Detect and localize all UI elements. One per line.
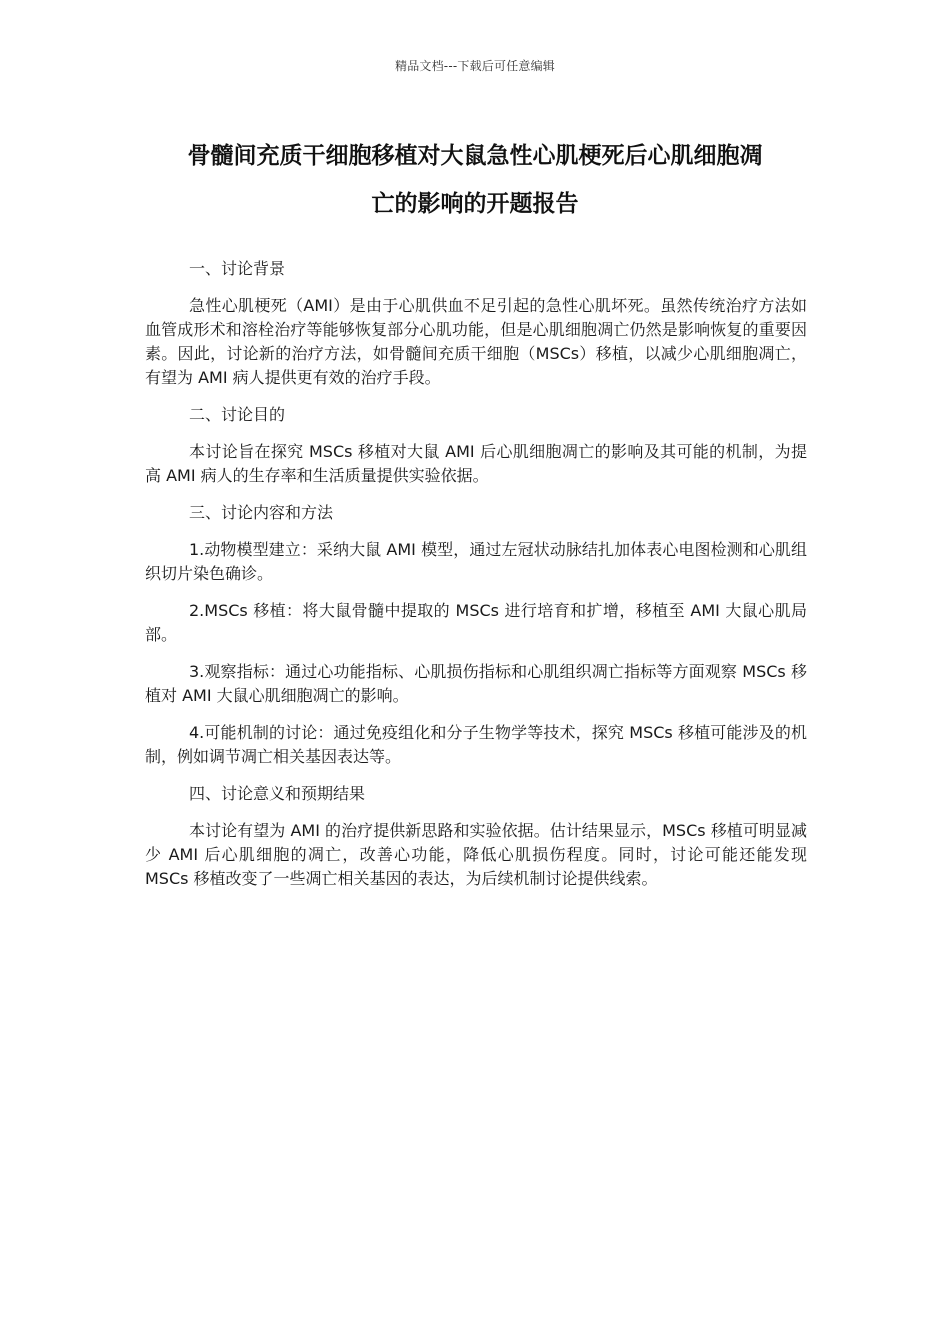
section-paragraph: 2.MSCs 移植：将大鼠骨髓中提取的 MSCs 进行培育和扩增，移植至 AMI 大鼠心肌局部。 bbox=[145, 601, 807, 644]
header-note: 精品文档---下载后可任意编辑 bbox=[395, 59, 555, 73]
section-paragraph: 本讨论旨在探究 MSCs 移植对大鼠 AMI 后心肌细胞凋亡的影响及其可能的机制，为提高 AMI 病人的生存率和生活质量提供实验依据。 bbox=[145, 442, 807, 485]
title-line-1: 骨髓间充质干细胞移植对大鼠急性心肌梗死后心肌细胞凋 bbox=[187, 143, 763, 169]
section-heading: 二、讨论目的 bbox=[189, 405, 286, 424]
section-heading: 一、讨论背景 bbox=[189, 259, 286, 278]
section-heading: 四、讨论意义和预期结果 bbox=[189, 784, 366, 803]
section-paragraph: 3.观察指标：通过心功能指标、心肌损伤指标和心肌组织凋亡指标等方面观察 MSCs 移植对 AMI 大鼠心肌细胞凋亡的影响。 bbox=[145, 662, 807, 705]
document-body bbox=[145, 257, 807, 904]
section-paragraph: 1.动物模型建立：采纳大鼠 AMI 模型，通过左冠状动脉结扎加体表心电图检测和心肌组织切片染色确诊。 bbox=[145, 540, 807, 583]
section-heading: 三、讨论内容和方法 bbox=[189, 503, 334, 522]
section-paragraph: 4.可能机制的讨论：通过免疫组化和分子生物学等技术，探究 MSCs 移植可能涉及的机制，例如调节凋亡相关基因表达等。 bbox=[145, 723, 807, 766]
document-title bbox=[145, 132, 805, 228]
section-paragraph: 急性心肌梗死（AMI）是由于心肌供血不足引起的急性心肌坏死。虽然传统治疗方法如血管成形术和溶栓治疗等能够恢复部分心肌功能，但是心肌细胞凋亡仍然是影响恢复的重要因素。因此，讨论新的治疗方法，如骨髓间充质干细胞（MSCs）移植，以减少心肌细胞凋亡，有望为 AMI 病人提供更有效的治疗手段。 bbox=[145, 296, 807, 387]
title-line-2: 亡的影响的开题报告 bbox=[371, 191, 579, 217]
section-paragraph: 本讨论有望为 AMI 的治疗提供新思路和实验依据。估计结果显示，MSCs 移植可明显减少 AMI 后心肌细胞的凋亡，改善心功能，降低心肌损伤程度。同时，讨论可能还能发现 MSCs 移植改变了一些凋亡相关基因的表达，为后续机制讨论提供线索。 bbox=[145, 821, 807, 888]
